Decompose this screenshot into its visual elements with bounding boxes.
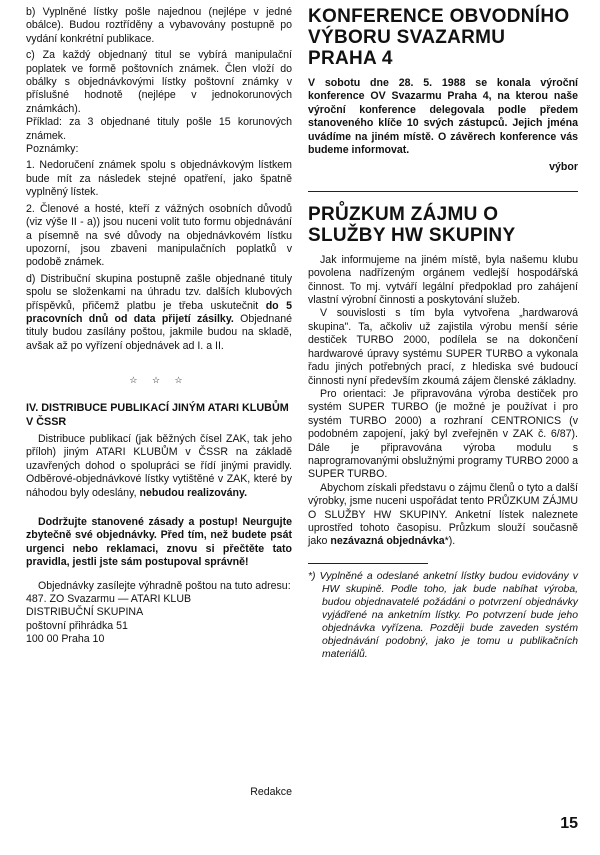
survey-paragraph-3: Pro orientaci: Je připravována výroba destiček pro systém SUPER TURBO (je možné je používat i pro systém TURBO 2000) a rozhraní CENTRONICS (v podobném zapojení, jaký byl zveřejněn v ZAK č. 6/87). Dále je připravována výroba modulu s naprogramovanými obslužnými programy TURBO 2000 a SUPER TURBO. (308, 387, 578, 481)
left-column (26, 6, 292, 647)
survey-paragraph-1: Jak informujeme na jiném místě, byla našemu klubu povolena nadřízeným orgánem vedlejší hospodářská činnost. To mj. vytváří legální předpoklad pro zahájení vlastní výrobní činnosti a poskytování služeb. (308, 253, 578, 307)
editorial-signature: Redakce (250, 786, 292, 798)
note-2: 2. Členové a hosté, kteří z vážných osobních důvodů (viz výše II - a)) jsou nuceni volit tuto formu objednávání a písemně na své důvody na objednávkovém lístku upozorní, jsou zbaveni manipulačních poplatků v podobě známek. (26, 202, 292, 269)
address-intro: Objednávky zasílejte výhradně poštou na tuto adresu: (38, 579, 291, 592)
paragraph-d-rest: Objednané tituly budou zasílány poštou, jakmile budou na skladě, avšak až po vyřízení objednávek ad I. a II. (26, 312, 293, 352)
section-iv-text (26, 433, 292, 500)
paragraph-d-bold: do 5 pracovních dnů od data přijetí zásilky. (26, 299, 293, 325)
paragraph-example: Příklad: za 3 objednané tituly pošle 15 korunových známek. (26, 116, 292, 142)
section-iv-text-bold: nebudou realizovány. (139, 486, 248, 499)
paragraph-c: c) Za každý objednaný titul se vybírá manipulační poplatek ve formě poštovních známek. Člen vloží do obálky s objednávkovými lístky poštovní známky v příslušné hodnotě (nejlépe v jednokorunových známkách). (26, 49, 292, 115)
footnote-rule (308, 563, 428, 564)
section-divider-stars: ☆ ☆ ☆ (129, 375, 189, 386)
address-line-1: 487. ZO Svazarmu — ATARI KLUB (26, 593, 192, 606)
section-iv-heading: IV. DISTRIBUCE PUBLIKACÍ JINÝM ATARI KLUBŮM V ČSSR (26, 402, 289, 428)
survey-paragraph-4-end: *). (444, 535, 456, 548)
survey-paragraph-4-text: Abychom získali představu o zájmu členů o tyto a další výrobky, jsme nuceni uspořádat tento PRŮZKUM ZÁJMU O SLUŽBY HW SKUPINY. Anketní lístek naleznete uprostřed tohoto časopisu. Průzkum slouží současně jako (308, 481, 578, 548)
address-line-2: DISTRIBUČNÍ SKUPINA (26, 606, 144, 619)
notes-label: Poznámky: (26, 143, 79, 156)
paragraph-b: b) Vyplněné lístky pošle najednou (nejlépe v jedné obálce). Budou roztříděny a vybavovány postupně po vydání konkrétní publikace. (26, 6, 292, 45)
section-rule (308, 191, 578, 192)
paragraph-d-text: d) Distribuční skupina postupně zašle objednané tituly spolu se složenkami na úhradu tzv. dalších klubových příspěvků, přičemž platbu je třeba uskutečnit (26, 272, 292, 312)
survey-paragraph-2: V souvislosti s tím byla vytvořena „hardwarová skupina". Ta, ačkoliv už zajistila výrobu menší série destiček TURBO 2000, podílela se na dokončení hardwarové úpravy systému SUPER TURBO a vykonala řadu jiných potřebných prací, z hlediska své budoucí činnosti nyní především zkoumá zájem členské základny. (308, 307, 578, 387)
right-column (308, 6, 578, 661)
conference-text: V sobotu dne 28. 5. 1988 se konala výroční konference OV Svazarmu Praha 4, na kterou naše výroční konference delegovala podle předem stanoveného klíče 10 svých zástupců. Jejich jména uvádíme na jiném místě. O závěrech konference vás budeme informovat. (308, 77, 578, 157)
note-1: 1. Nedoručení známek spolu s objednávkovým lístkem bude mít za následek stejné opatření, jako špatně vyplněný lístek. (26, 159, 292, 199)
footnote: *) Vyplněné a odeslané anketní lístky budou evidovány v HW skupině. Podle toho, jak bude nabíhat výroba, budou objednavatelé požádáni o potvrzení objednávky vyjádřené na anketním lístky. Po potvrzení bude jeho objednávka vyřízena. Později bude zaveden systém objednávání podobný, jako je tomu u publikačních materiálů. (308, 570, 578, 660)
address-line-3: poštovní přihrádka 51 (26, 619, 128, 632)
page-number: 15 (560, 815, 578, 832)
survey-paragraph-4 (308, 482, 578, 549)
survey-paragraph-4-bold: nezávazná objednávka (330, 535, 445, 548)
conference-signature: výbor (549, 161, 578, 174)
conference-heading: KONFERENCE OBVODNÍHO VÝBORU SVAZARMU PRAHA 4 (308, 6, 570, 69)
address-line-4: 100 00 Praha 10 (26, 633, 105, 646)
bold-notice: Dodržujte stanovené zásady a postup! Neurgujte zbytečně své objednávky. Před tím, než budete psát urgenci nebo reklamaci, znovu si přečtěte tato pravidla, jestli jste sám postupoval správně! (26, 516, 292, 569)
section-iv-text-main: Distribuce publikací (jak běžných čísel ZAK, tak jeho příloh) jiným ATARI KLUBŮM v ČSSR na základě uzavřených dohod o spolupráci se řídí jinými pravidly. Odběrové-objednávkové lístky vytištěné v ZAK, které by náhodou byly odeslány, (26, 432, 292, 499)
paragraph-d (26, 273, 292, 353)
survey-heading: PRŮZKUM ZÁJMU O SLUŽBY HW SKUPINY (308, 203, 516, 246)
